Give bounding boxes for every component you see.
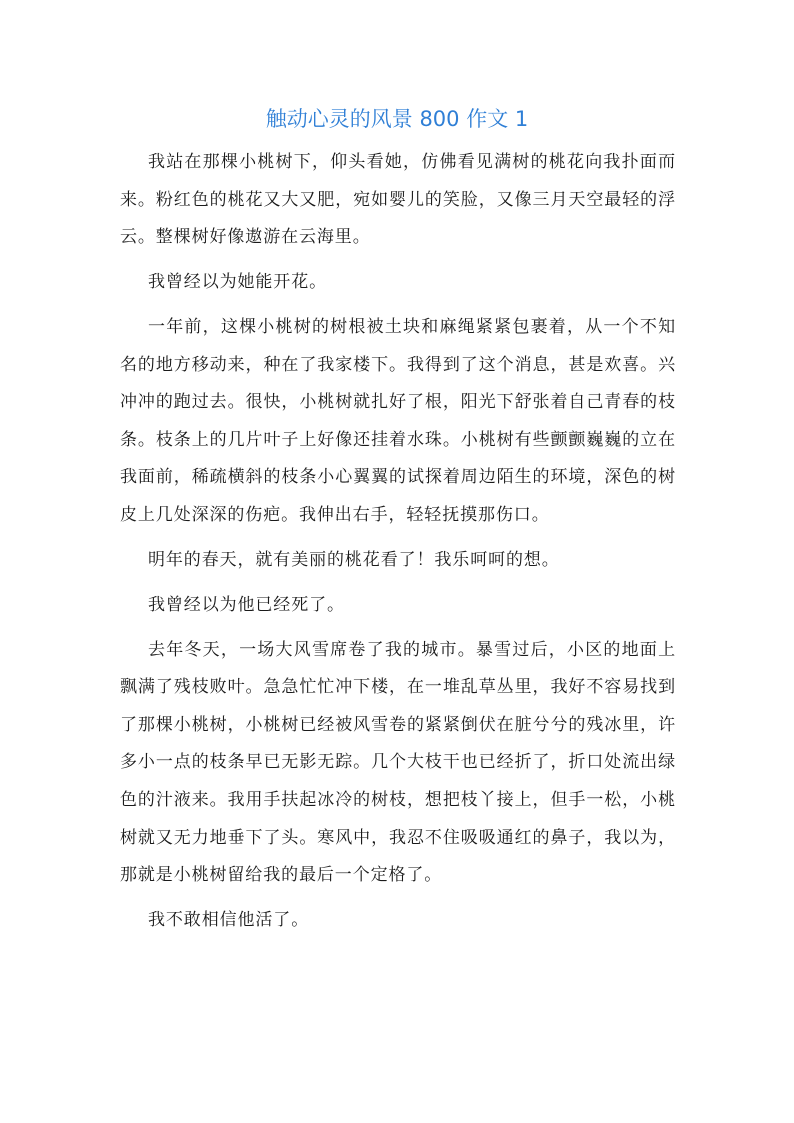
paragraph: 我站在那棵小桃树下，仰头看她，仿佛看见满树的桃花向我扑面而来。粉红色的桃花又大又肥，宛如婴儿的笑脸，又像三月天空最轻的浮云。整棵树好像遨游在云海里。	[120, 152, 676, 248]
paragraph: 明年的春天，就有美丽的桃花看了！我乐呵呵的想。	[148, 549, 560, 570]
paragraph: 去年冬天，一场大风雪席卷了我的城市。暴雪过后，小区的地面上飘满了残枝败叶。急急忙忙冲下楼，在一堆乱草丛里，我好不容易找到了那棵小桃树，小桃树已经被风雪卷的紧紧倒伏在脏兮兮的残冰里，许多小一点的枝条早已无影无踪。几个大枝干也已经折了，折口处流出绿色的汁液来。我用手扶起冰冷的树枝，想把枝丫接上，但手一松，小桃树就又无力地垂下了头。寒风中，我忍不住吸吸通红的鼻子，我以为，那就是小桃树留给我的最后一个定格了。	[120, 639, 676, 886]
paragraph: 一年前，这棵小桃树的树根被土块和麻绳紧紧包裹着，从一个不知名的地方移动来，种在了我家楼下。我得到了这个消息，甚是欢喜。兴冲冲的跑过去。很快，小桃树就扎好了根，阳光下舒张着自己青春的枝条。枝条上的几片叶子上好像还挂着水珠。小桃树有些颤颤巍巍的立在我面前，稀疏横斜的枝条小心翼翼的试探着周边陌生的环境，深色的树皮上几处深深的伤疤。我伸出右手，轻轻抚摸那伤口。	[120, 316, 676, 525]
document-title: 触动心灵的风景 800 作文 1	[265, 107, 529, 131]
paragraph: 我曾经以为他已经死了。	[148, 594, 345, 615]
document-body	[120, 144, 676, 947]
paragraph: 我曾经以为她能开花。	[148, 272, 327, 293]
paragraph: 我不敢相信他活了。	[148, 910, 310, 931]
